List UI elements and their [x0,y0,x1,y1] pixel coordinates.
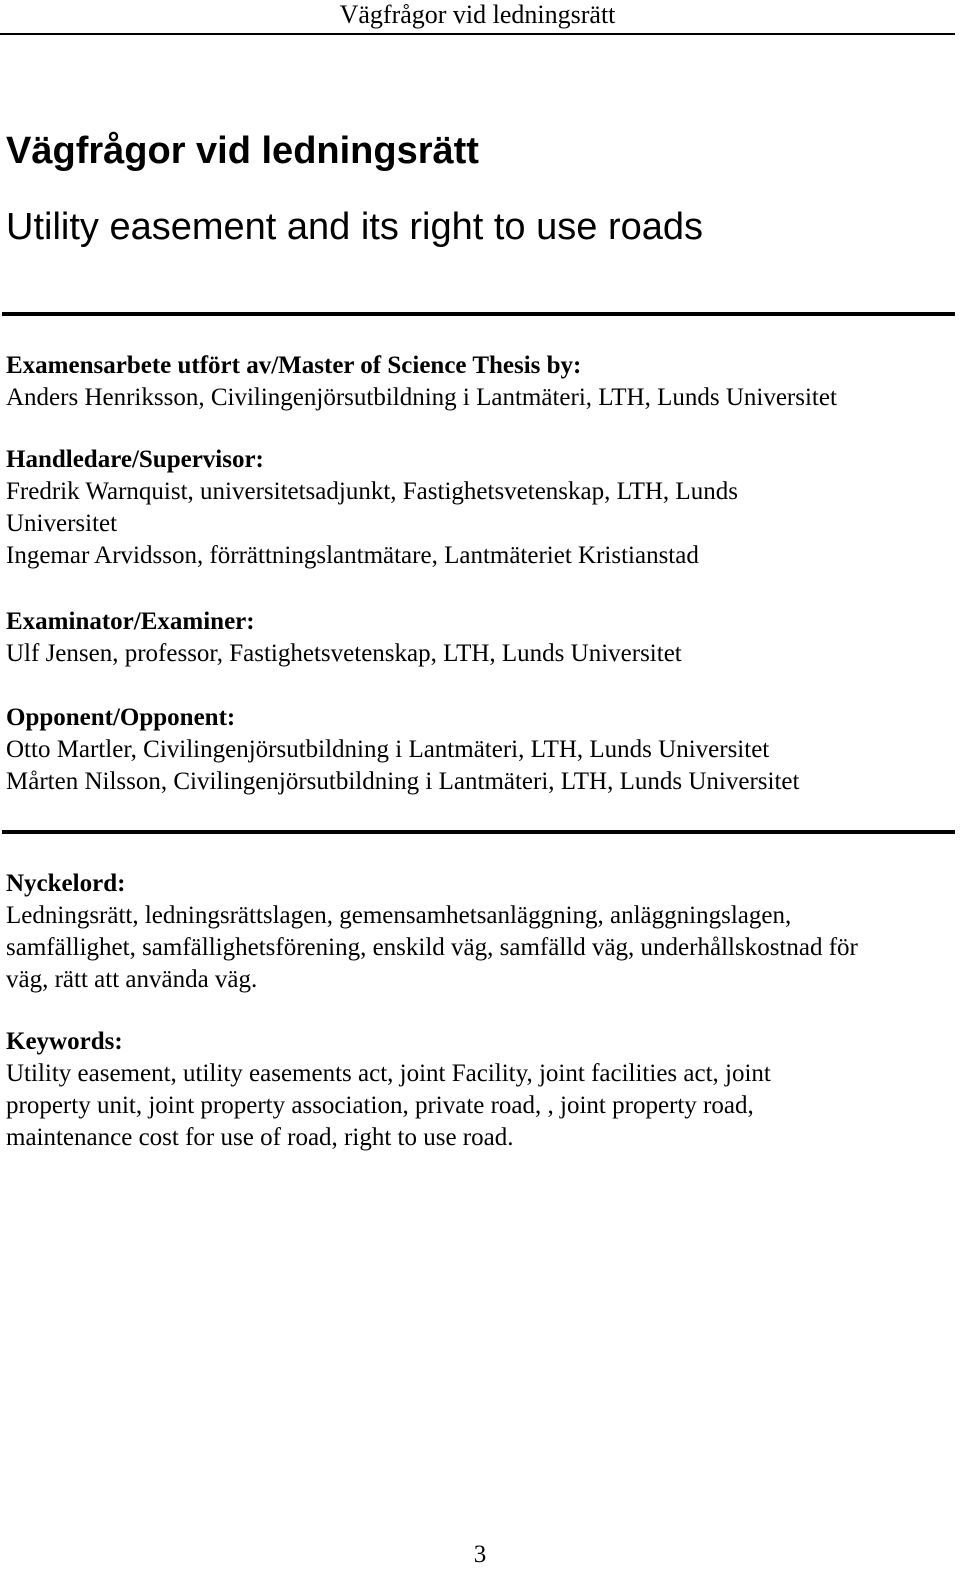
top-divider [2,312,955,316]
nyckelord-line: samfällighet, samfällighetsförening, enskild väg, samfälld väg, underhållskostnad för [6,934,858,961]
nyckelord-section [6,868,951,996]
keywords-line: Utility easement, utility easements act, joint Facility, joint facilities act, joint [6,1060,771,1087]
page-number: 3 [473,1541,487,1568]
title-block [6,126,951,252]
supervisor-line: Ingemar Arvidsson, förrättningslantmätare, Lantmäteriet Kristianstad [6,542,699,569]
nyckelord-line: väg, rätt att använda väg. [6,966,258,993]
keywords-line: maintenance cost for use of road, right to use road. [6,1124,514,1151]
opponent-section [6,702,951,798]
keywords-line: property unit, joint property association, private road, , joint property road, [6,1092,754,1119]
author-heading: Examensarbete utfört av/Master of Science Thesis by: [6,352,582,379]
supervisor-heading: Handledare/Supervisor: [6,446,264,473]
nyckelord-line: Ledningsrätt, ledningsrättslagen, gemensamhetsanläggning, anläggningslagen, [6,902,792,929]
opponent-heading: Opponent/Opponent: [6,704,236,731]
examiner-section [6,606,951,670]
supervisor-line: Universitet [6,510,118,537]
keywords-section [6,1026,951,1154]
examiner-heading: Examinator/Examiner: [6,608,255,635]
opponent-line: Otto Martler, Civilingenjörsutbildning i Lantmäteri, LTH, Lunds Universitet [6,736,770,763]
author-line: Anders Henriksson, Civilingenjörsutbildning i Lantmäteri, LTH, Lunds Universitet [6,384,837,411]
nyckelord-heading: Nyckelord: [6,870,126,897]
opponent-line: Mårten Nilsson, Civilingenjörsutbildning i Lantmäteri, LTH, Lunds Universitet [6,768,800,795]
running-header: Vägfrågor vid ledningsrätt [0,0,955,35]
supervisor-line: Fredrik Warnquist, universitetsadjunkt, Fastighetsvetenskap, LTH, Lunds [6,478,738,505]
title-swedish: Vägfrågor vid ledningsrätt [6,130,479,172]
supervisor-section [6,444,951,572]
title-english: Utility easement and its right to use roads [6,206,704,248]
author-section [6,350,951,414]
keywords-heading: Keywords: [6,1028,123,1055]
middle-divider [2,830,955,834]
examiner-line: Ulf Jensen, professor, Fastighetsvetenskap, LTH, Lunds Universitet [6,640,682,667]
